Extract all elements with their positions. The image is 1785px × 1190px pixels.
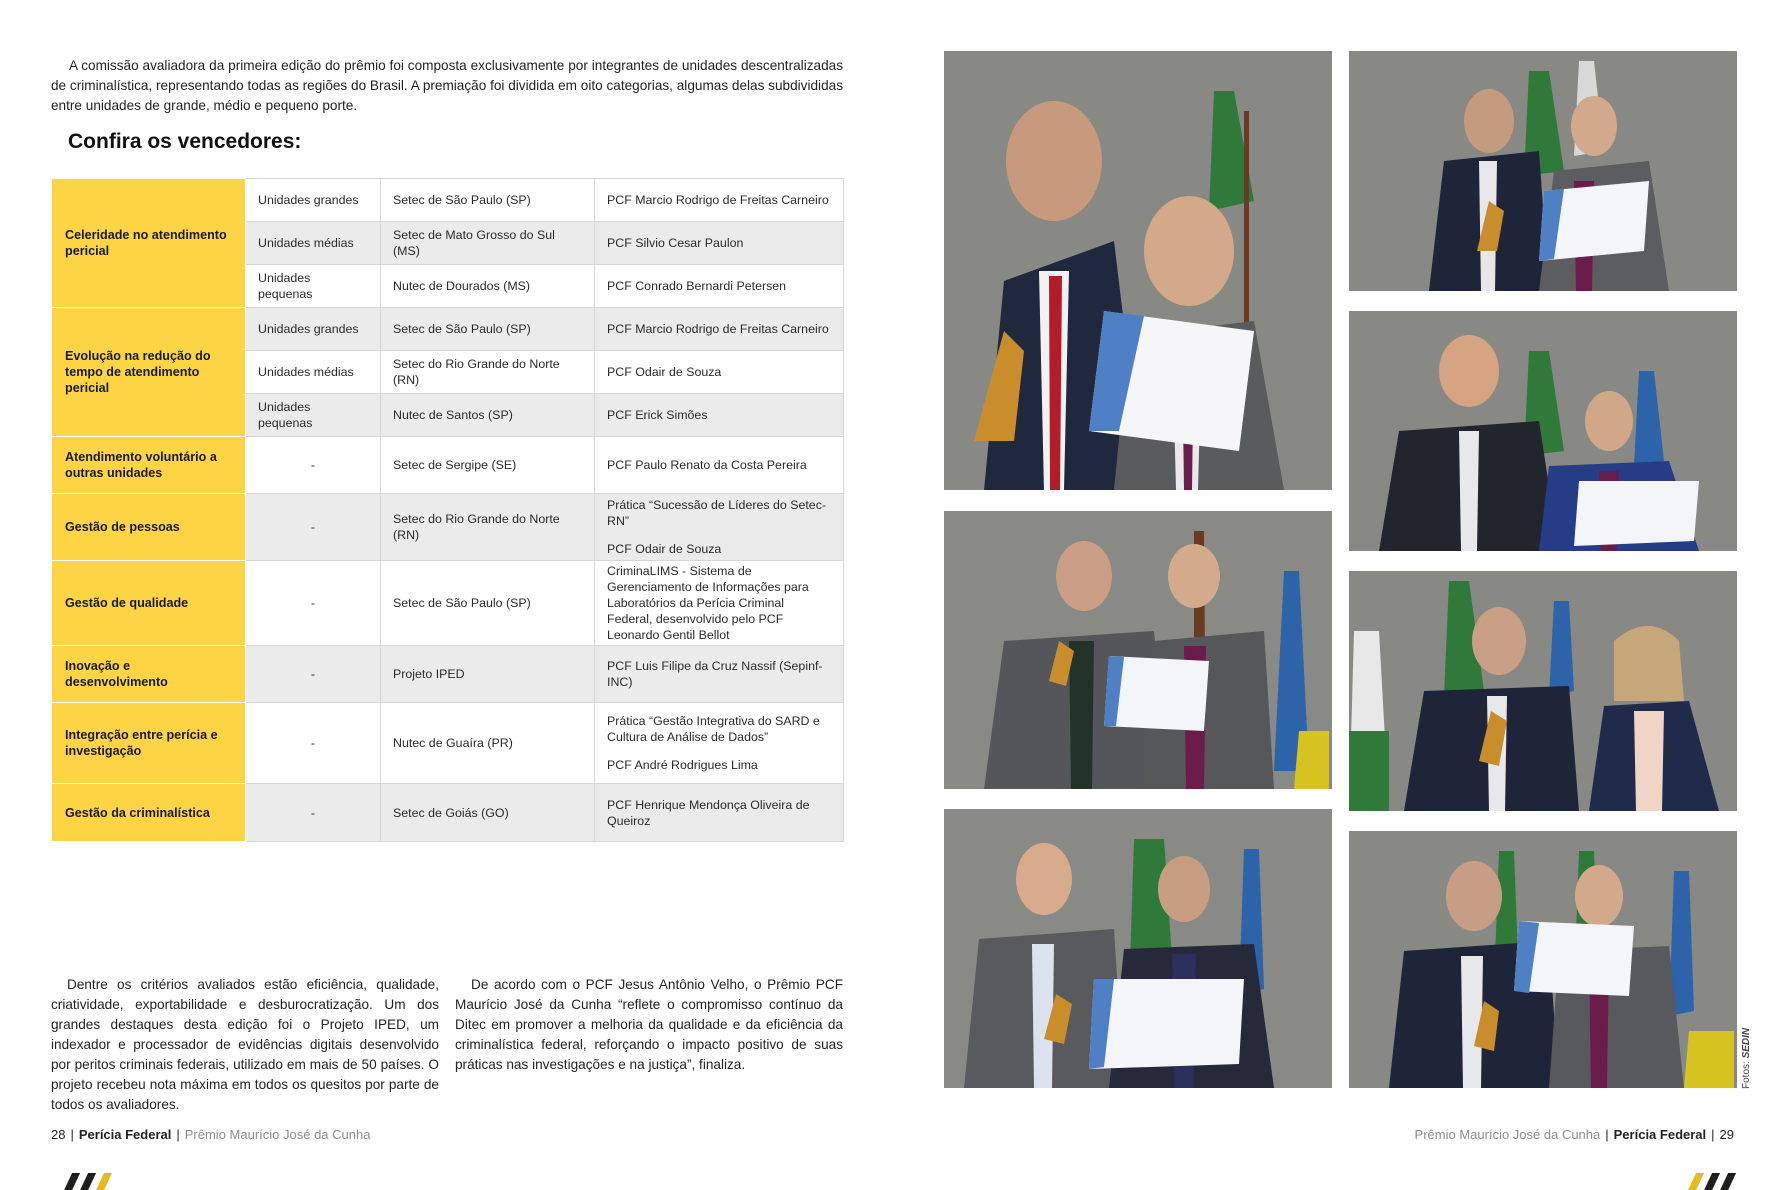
winner-line: PCF Paulo Renato da Costa Pereira: [607, 458, 807, 472]
winner-line: PCF Marcio Rodrigo de Freitas Carneiro: [607, 193, 829, 207]
winner-line: PCF Luis Filipe da Cruz Nassif (Sepinf-INC): [607, 659, 823, 689]
stripe: [1684, 1173, 1704, 1190]
winners-heading: Confira os vencedores:: [68, 130, 302, 153]
winner-line: PCF Odair de Souza: [607, 365, 722, 379]
winner-cell: [595, 494, 844, 561]
decorative-stripes-left: [60, 1173, 120, 1190]
publication-name: Perícia Federal: [78, 1127, 172, 1142]
award-photo-3: [1349, 311, 1737, 551]
unit-size-cell: -: [246, 784, 381, 842]
unit-size-cell: Unidades grandes: [246, 179, 381, 222]
award-photo-7: [1349, 831, 1737, 1088]
winner-line: PCF Henrique Mendonça Oliveira de Queiroz: [607, 797, 810, 828]
table-row: [52, 646, 844, 703]
photo-credit-label: Fotos:: [1741, 1061, 1752, 1089]
unit-size-cell: -: [246, 494, 381, 561]
table-row: [52, 179, 844, 222]
unit-name-cell: Setec de São Paulo (SP): [381, 561, 595, 646]
footer-separator: |: [1711, 1127, 1715, 1142]
footer-separator: |: [176, 1127, 180, 1142]
unit-size-cell: Unidades grandes: [246, 308, 381, 351]
unit-name-cell: Nutec de Guaíra (PR): [381, 703, 595, 784]
unit-name-cell: Setec de Mato Grosso do Sul (MS): [381, 222, 595, 265]
winner-cell: [595, 351, 844, 394]
unit-size-cell: -: [246, 437, 381, 494]
winner-line: PCF Conrado Bernardi Petersen: [607, 279, 787, 293]
category-cell: Inovação e desenvolvimento: [52, 646, 246, 703]
unit-size-cell: Unidades médias: [246, 351, 381, 394]
winner-line: PCF Erick Simões: [607, 408, 708, 422]
winners-table-body: [52, 179, 844, 842]
stripe: [1700, 1173, 1720, 1190]
unit-name-cell: Nutec de Santos (SP): [381, 394, 595, 437]
winner-line: PCF André Rodrigues Lima: [607, 758, 758, 772]
category-cell: Gestão de qualidade: [52, 561, 246, 646]
table-row: [52, 561, 844, 646]
winner-cell: [595, 179, 844, 222]
category-cell: Gestão de pessoas: [52, 494, 246, 561]
body-column-2: De acordo com o PCF Jesus Antônio Velho, o Prêmio PCF Maurício José da Cunha “reflete o compromisso contínuo da Ditec em promover a melhoria da qualidade e da eficiência da criminalística federal, reforçando o impacto positivo de suas práticas nas investigações e na justiça”, finaliza.: [455, 977, 843, 1072]
winner-cell: [595, 437, 844, 494]
winner-line: PCF Silvio Cesar Paulon: [607, 236, 744, 250]
photo-credit: [1741, 1009, 1752, 1089]
photo-credit-name: SEDIN: [1741, 1027, 1752, 1059]
table-row: [52, 703, 844, 784]
decorative-stripes-right: [1680, 1173, 1740, 1190]
section-title: Prêmio Maurício José da Cunha: [1414, 1127, 1601, 1142]
winner-line: PCF Marcio Rodrigo de Freitas Carneiro: [607, 322, 829, 336]
unit-name-cell: Setec de São Paulo (SP): [381, 179, 595, 222]
table-row: [52, 437, 844, 494]
category-cell: Celeridade no atendimento pericial: [52, 179, 246, 308]
unit-name-cell: Nutec de Dourados (MS): [381, 265, 595, 308]
award-photo-4: [944, 511, 1332, 789]
table-row: [52, 784, 844, 842]
award-photo-1: [944, 51, 1332, 490]
winner-cell: [595, 646, 844, 703]
intro-paragraph: A comissão avaliadora da primeira edição do prêmio foi composta exclusivamente por integrantes de unidades descentralizadas de criminalística, representando todas as regiões do Brasil. A premiação foi dividida em oito categorias, algumas delas subdivididas entre unidades de grande, médio e pequeno porte.: [51, 58, 843, 113]
winner-cell: [595, 265, 844, 308]
winners-table: [51, 178, 844, 842]
award-photo-6: [944, 809, 1332, 1088]
footer-separator: |: [1605, 1127, 1609, 1142]
table-row: [52, 308, 844, 351]
unit-name-cell: Setec do Rio Grande do Norte (RN): [381, 494, 595, 561]
winner-line: Prática “Sucessão de Líderes do Setec-RN”: [607, 498, 827, 528]
unit-size-cell: -: [246, 561, 381, 646]
category-cell: Evolução na redução do tempo de atendimento pericial: [52, 308, 246, 437]
unit-size-cell: Unidades pequenas: [246, 265, 381, 308]
table-row: [52, 494, 844, 561]
winner-cell: [595, 222, 844, 265]
unit-size-cell: -: [246, 646, 381, 703]
winner-cell: [595, 308, 844, 351]
winner-line: CriminaLIMS - Sistema de Gerenciamento de Informações para Laboratórios da Perícia Criminal Federal, desenvolvido pelo PCF Leonardo Gentil Bellot: [607, 564, 809, 642]
award-photo-5: [1349, 571, 1737, 811]
body-column-1: Dentre os critérios avaliados estão eficiência, qualidade, criatividade, exportabilidade e desburocratização. Um dos grandes destaques desta edição foi o Projeto IPED, um indexador e processador de evidências digitais desenvolvido por peritos criminais federais, utilizado em mais de 50 países. O projeto recebeu nota máxima em todos os quesitos por parte de todos os avaliadores.: [51, 977, 439, 1112]
stripe: [92, 1173, 112, 1190]
award-photo-2: [1349, 51, 1737, 291]
category-cell: Integração entre perícia e investigação: [52, 703, 246, 784]
stripe: [76, 1173, 96, 1190]
winner-line: PCF Odair de Souza: [607, 542, 722, 556]
page-number: 28: [51, 1127, 66, 1142]
unit-name-cell: Setec de Sergipe (SE): [381, 437, 595, 494]
unit-size-cell: Unidades médias: [246, 222, 381, 265]
page-number: 29: [1719, 1127, 1734, 1142]
unit-name-cell: Setec de São Paulo (SP): [381, 308, 595, 351]
unit-size-cell: Unidades pequenas: [246, 394, 381, 437]
category-cell: Atendimento voluntário a outras unidades: [52, 437, 246, 494]
winner-cell: [595, 394, 844, 437]
section-title: Prêmio Maurício José da Cunha: [184, 1127, 371, 1142]
winner-cell: [595, 561, 844, 646]
category-cell: Gestão da criminalística: [52, 784, 246, 842]
unit-size-cell: -: [246, 703, 381, 784]
footer-left: [51, 1127, 370, 1142]
winner-cell: [595, 784, 844, 842]
unit-name-cell: Projeto IPED: [381, 646, 595, 703]
unit-name-cell: Setec de Goiás (GO): [381, 784, 595, 842]
footer-right: [1415, 1127, 1734, 1142]
winner-cell: [595, 703, 844, 784]
unit-name-cell: Setec do Rio Grande do Norte (RN): [381, 351, 595, 394]
footer-separator: |: [70, 1127, 74, 1142]
stripe: [1716, 1173, 1736, 1190]
stripe: [60, 1173, 80, 1190]
winner-line: Prática “Gestão Integrativa do SARD e Cultura de Análise de Dados”: [607, 714, 820, 744]
publication-name: Perícia Federal: [1613, 1127, 1707, 1142]
